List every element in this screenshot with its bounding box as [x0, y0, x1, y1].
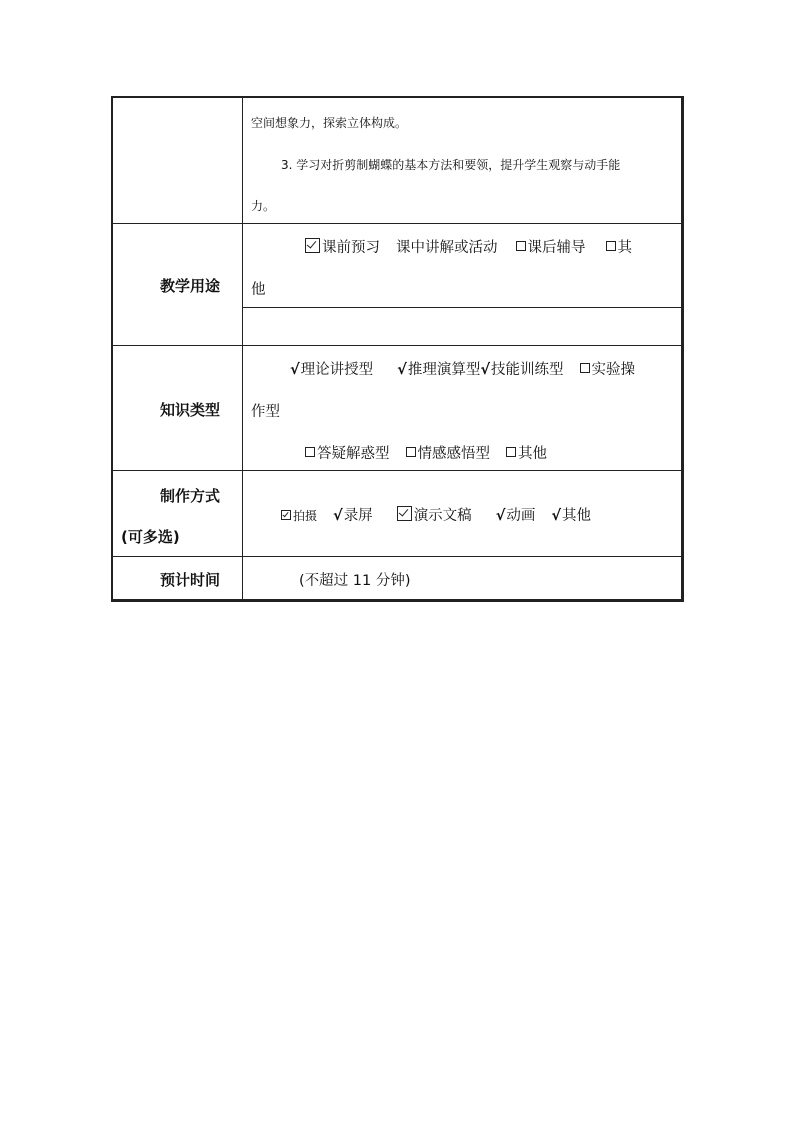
check-mark-icon: √: [551, 508, 562, 524]
knowledge-label: 知识类型: [160, 401, 221, 419]
time-label: 预计时间: [160, 571, 221, 589]
knowledge-options-cell: [243, 346, 682, 471]
usage-label-cell: [113, 224, 243, 346]
time-row: [113, 557, 682, 600]
usage-options-cell: [243, 224, 682, 308]
checkbox-icon: [516, 241, 526, 251]
usage-row: [113, 224, 682, 308]
method-option-other[interactable]: [551, 504, 591, 525]
checkbox-icon: [406, 447, 416, 457]
knowledge-option-skill[interactable]: [480, 358, 563, 379]
goal-line-1: 空间想象力，探索立体构成。: [251, 116, 408, 130]
knowledge-option-qa[interactable]: [305, 442, 390, 463]
checked-box-icon: [397, 506, 412, 521]
goal-line-3: 力。: [251, 199, 276, 213]
knowledge-option-reasoning-label: 推理演算型: [407, 362, 481, 378]
goal-label-cell: [113, 98, 243, 224]
usage-option-after-class-label: 课后辅导: [527, 240, 586, 256]
usage-option-after-class[interactable]: [516, 236, 586, 257]
checkbox-icon: [305, 447, 315, 457]
method-option-shoot-label: 拍摄: [293, 509, 318, 523]
check-mark-icon: √: [290, 362, 300, 378]
knowledge-option-theory[interactable]: [290, 358, 373, 379]
usage-option-in-class[interactable]: [396, 236, 498, 257]
method-label: 制作方式: [160, 487, 221, 505]
knowledge-label-cell: [113, 346, 243, 471]
method-option-record[interactable]: [333, 504, 373, 525]
knowledge-option-other-label: 其他: [518, 446, 547, 462]
check-mark-icon: √: [333, 508, 343, 524]
check-mark-icon: √: [480, 362, 491, 378]
goal-line-2: 3. 学习对折剪制蝴蝶的基本方法和要领，提升学生观察与动手能: [281, 158, 621, 172]
check-mark-icon: √: [495, 508, 506, 524]
knowledge-option-experiment[interactable]: [580, 358, 636, 379]
usage-option-other[interactable]: [606, 236, 633, 257]
usage-label: 教学用途: [160, 277, 221, 295]
time-value: (不超过 11 分钟): [299, 573, 411, 589]
method-option-slides-label: 演示文稿: [413, 508, 472, 524]
check-mark-icon: √: [397, 362, 407, 378]
knowledge-option-qa-label: 答疑解惑型: [317, 446, 390, 462]
goal-content-cell: [243, 98, 682, 224]
knowledge-option-other[interactable]: [506, 442, 547, 463]
method-sublabel: (可多选): [121, 528, 180, 546]
knowledge-options-line-2: 作型: [251, 404, 280, 420]
micro-lesson-form-table: [112, 97, 682, 600]
knowledge-row: [113, 346, 682, 471]
knowledge-option-experiment-label-part1: 实验操: [591, 362, 636, 378]
knowledge-options-line-1: [290, 358, 635, 379]
knowledge-options-line-3: [305, 442, 547, 463]
usage-options-line-1: [305, 236, 632, 257]
method-option-other-label: 其他: [562, 508, 592, 524]
method-option-animation-label: 动画: [506, 508, 536, 524]
knowledge-option-reasoning[interactable]: [397, 358, 480, 379]
knowledge-option-skill-label: 技能训练型: [491, 362, 564, 378]
goal-row: [113, 98, 682, 224]
time-label-cell: [113, 557, 243, 600]
method-label-cell: [113, 471, 243, 557]
usage-empty-cell: [243, 308, 682, 346]
knowledge-option-emotion-label: 情感感悟型: [417, 446, 490, 462]
usage-option-pre-class-label: 课前预习: [322, 240, 380, 256]
knowledge-option-theory-label: 理论讲授型: [300, 362, 374, 378]
checkbox-icon: [506, 447, 516, 457]
method-options-line: [281, 504, 591, 525]
method-option-record-label: 录屏: [343, 508, 373, 524]
method-options-cell: [243, 471, 682, 557]
method-option-slides[interactable]: [397, 504, 472, 525]
usage-option-pre-class[interactable]: [305, 236, 380, 257]
checked-box-icon: [305, 238, 320, 253]
method-option-shoot[interactable]: [281, 507, 317, 524]
usage-option-in-class-label: 课中讲解或活动: [396, 240, 498, 256]
knowledge-option-emotion[interactable]: [406, 442, 491, 463]
checkbox-icon: [606, 241, 616, 251]
time-value-cell: [243, 557, 682, 600]
method-row: [113, 471, 682, 557]
method-option-animation[interactable]: [496, 504, 536, 525]
usage-options-line-2: 他: [251, 282, 266, 298]
checked-box-icon: [281, 510, 291, 520]
checkbox-icon: [580, 363, 590, 373]
usage-option-other-label-part1: 其: [617, 240, 632, 256]
